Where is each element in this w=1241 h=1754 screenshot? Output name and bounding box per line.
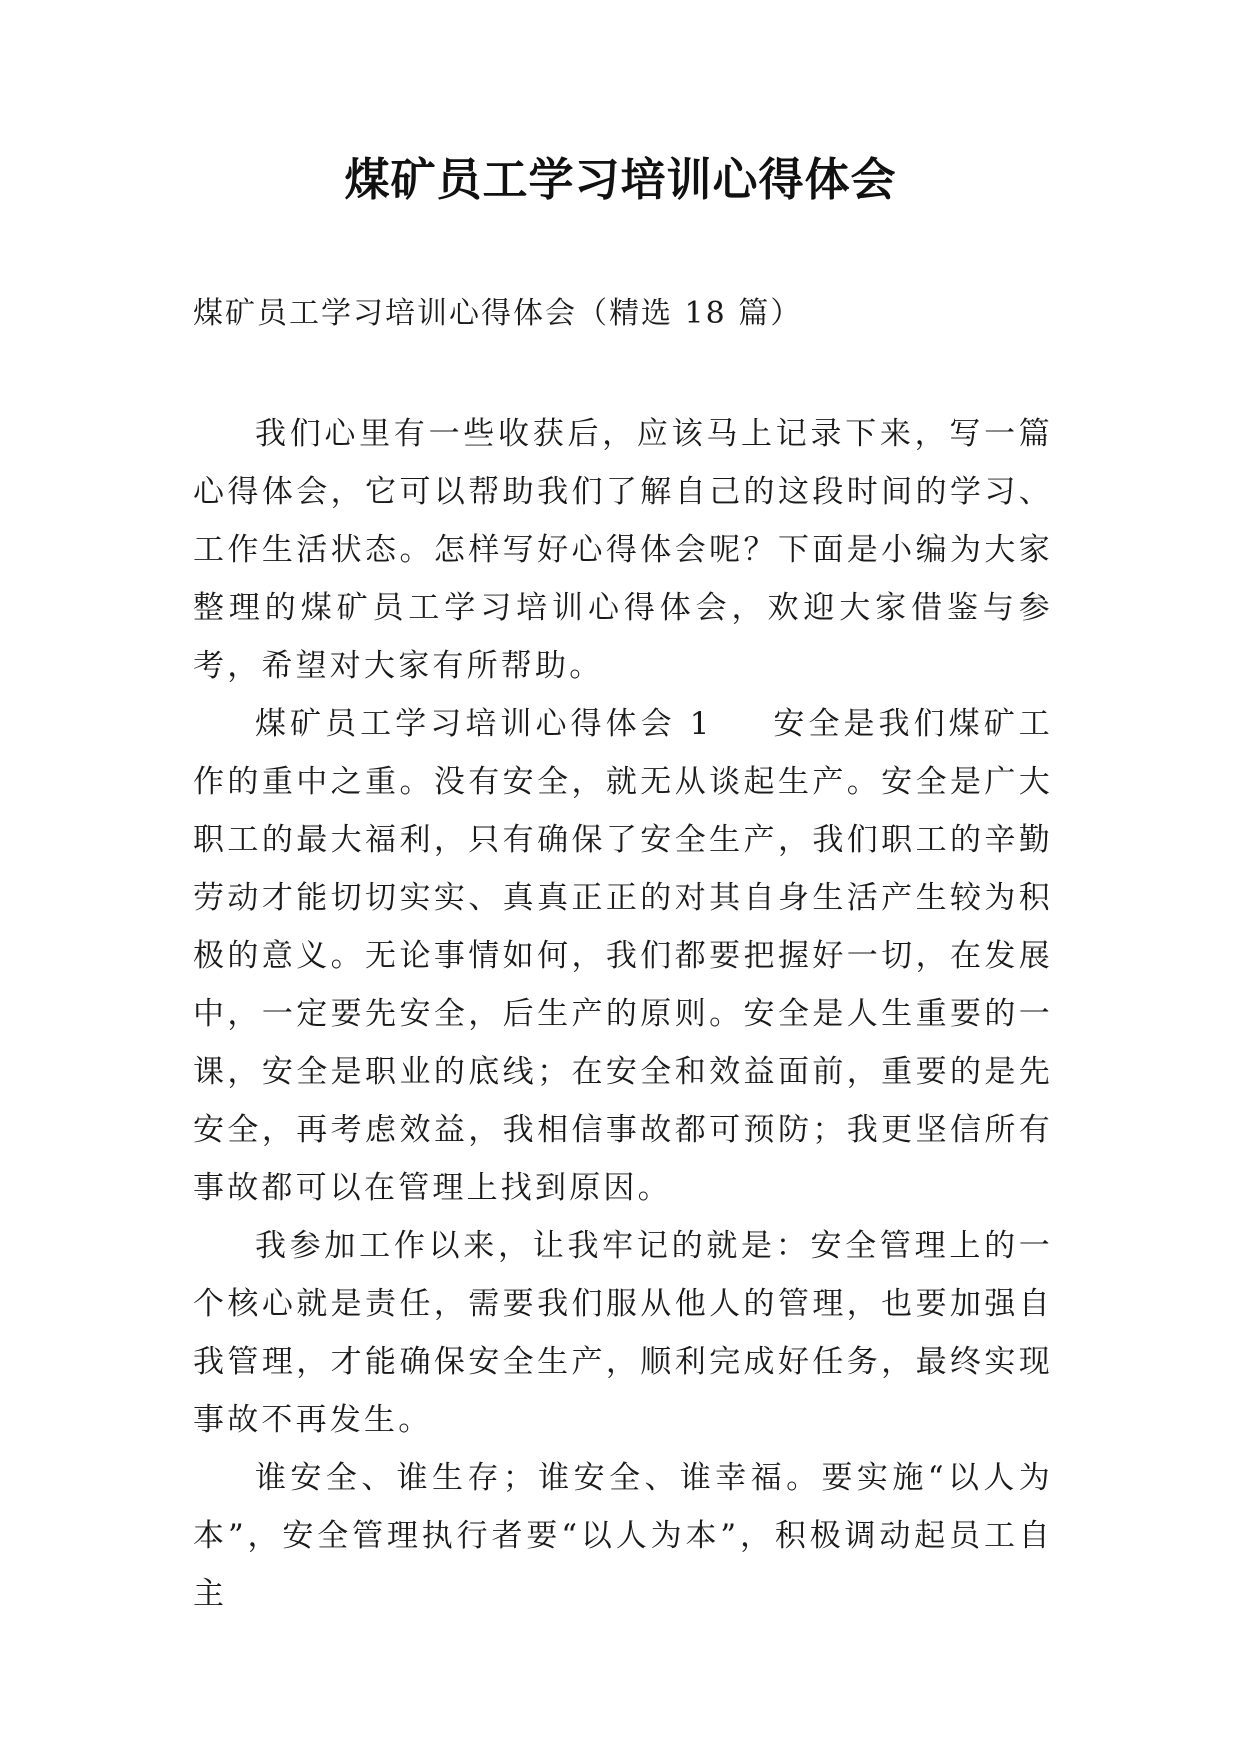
paragraph-1-heading: 煤矿员工学习培训心得体会 1 <box>255 706 713 742</box>
paragraph-2: 我参加工作以来，让我牢记的就是：安全管理上的一个核心就是责任，需要我们服从他人的管理，也要加强自我管理，才能确保安全生产，顺利完成好任务，最终实现事故不再发生。 <box>193 1228 1053 1438</box>
paragraph-3: 谁安全、谁生存；谁安全、谁幸福。要实施“以人为本”，安全管理执行者要“以人为本”，积极调动起员工自主 <box>193 1460 1053 1612</box>
document-subtitle: 煤矿员工学习培训心得体会（精选 18 篇） <box>193 296 803 331</box>
paragraph-1 <box>193 695 1053 1217</box>
document-body <box>193 405 1053 1623</box>
paragraph-intro: 我们心里有一些收获后，应该马上记录下来，写一篇心得体会，它可以帮助我们了解自己的这段时间的学习、工作生活状态。怎样写好心得体会呢？下面是小编为大家整理的煤矿员工学习培训心得体会，欢迎大家借鉴与参考，希望对大家有所帮助。 <box>193 416 1053 684</box>
paragraph-1-body: 安全是我们煤矿工作的重中之重。没有安全，就无从谈起生产。安全是广大职工的最大福利，只有确保了安全生产，我们职工的辛勤劳动才能切切实实、真真正正的对其自身生活产生较为积极的意义。无论事情如何，我们都要把握好一切，在发展中，一定要先安全，后生产的原则。安全是人生重要的一课，安全是职业的底线；在安全和效益面前，重要的是先安全，再考虑效益，我相信事故都可预防；我更坚信所有事故都可以在管理上找到原因。 <box>193 706 1053 1206</box>
document-title: 煤矿员工学习培训心得体会 <box>344 153 897 206</box>
